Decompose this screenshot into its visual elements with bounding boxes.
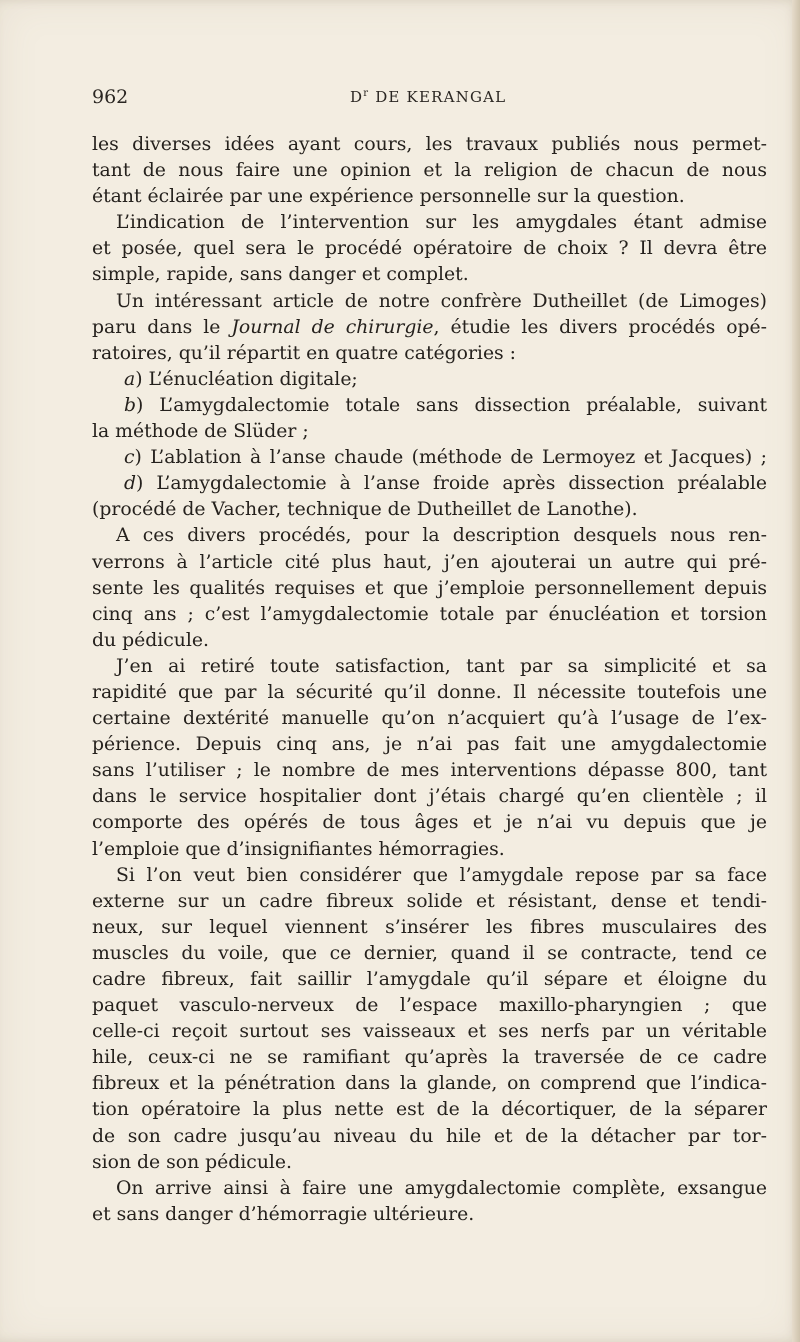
- text-line: [92, 184, 767, 210]
- text-line: [92, 158, 767, 184]
- text-segment: et posée, quel sera le procédé opératoire de choix ? Il devra être: [92, 238, 767, 260]
- text-segment: étant éclairée par une expérience personnelle sur la question.: [92, 186, 685, 208]
- text-segment: certaine dextérité manuelle qu’on n’acquiert qu’à l’usage de l’ex-: [92, 708, 767, 730]
- text-line: [92, 497, 767, 523]
- text-segment: neux, sur lequel viennent s’insérer les fibres musculaires des: [92, 916, 767, 938]
- text-segment: celle-ci reçoit surtout ses vaisseaux et ses nerfs par un véritable: [92, 1021, 767, 1043]
- italic-text: Journal de chirurgie: [231, 316, 434, 338]
- text-segment: ) L’amygdalectomie à l’anse froide après dissection préalable: [136, 473, 767, 495]
- text-line: [92, 680, 767, 706]
- text-line: [92, 941, 767, 967]
- body-text: [92, 132, 767, 1228]
- running-head: [350, 88, 506, 106]
- text-line: [92, 1202, 767, 1228]
- text-line: [92, 393, 767, 419]
- text-line: [92, 315, 767, 341]
- text-segment: du pédicule.: [92, 629, 209, 651]
- text-line: [92, 1071, 767, 1097]
- text-line: [92, 628, 767, 654]
- text-segment: (procédé de Vacher, technique de Dutheillet de Lanothe).: [92, 499, 638, 521]
- text-segment: périence. Depuis cinq ans, je n’ai pas fait une amygdalectomie: [92, 734, 767, 756]
- text-segment: ) L’énucléation digitale;: [135, 368, 358, 390]
- text-segment: tion opératoire la plus nette est de la décortiquer, de la séparer: [92, 1099, 767, 1121]
- author-title-sup: r: [363, 88, 370, 99]
- text-line: [92, 810, 767, 836]
- text-segment: fibreux et la pénétration dans la glande, on comprend que l’indica-: [92, 1073, 767, 1095]
- text-line: [92, 993, 767, 1019]
- text-line: [92, 915, 767, 941]
- text-segment: hile, ceux-ci ne se ramifiant qu’après la traversée de ce cadre: [92, 1047, 767, 1069]
- text-line: [92, 262, 767, 288]
- text-segment: de son cadre jusqu’au niveau du hile et de la détacher par tor-: [92, 1125, 767, 1147]
- text-segment: ratoires, qu’il répartit en quatre catégories :: [92, 342, 516, 364]
- italic-text: c: [124, 447, 135, 469]
- text-segment: comporte des opérés de tous âges et je n’ai vu depuis que je: [92, 812, 767, 834]
- text-segment: l’emploie que d’insignifiantes hémorragies.: [92, 838, 505, 860]
- italic-text: a: [124, 368, 136, 390]
- text-segment: muscles du voile, que ce dernier, quand il se contracte, tend ce: [92, 942, 767, 964]
- text-segment: rapidité que par la sécurité qu’il donne. Il nécessite toutefois une: [92, 681, 767, 703]
- text-line: [92, 1124, 767, 1150]
- text-segment: la méthode de Slüder ;: [92, 421, 309, 443]
- text-segment: paru dans le: [92, 316, 232, 338]
- text-segment: , étudie les divers procédés opé-: [433, 316, 767, 338]
- text-line: [92, 654, 767, 680]
- text-segment: L’indication de l’intervention sur les amygdales étant admise: [116, 212, 767, 234]
- text-segment: verrons à l’article cité plus haut, j’en ajouterai un autre qui pré-: [92, 551, 767, 573]
- page-header: [92, 86, 742, 116]
- text-segment: ) L’amygdalectomie totale sans dissection préalable, suivant: [136, 394, 767, 416]
- text-segment: simple, rapide, sans danger et complet.: [92, 264, 469, 286]
- text-line: [92, 602, 767, 628]
- text-segment: sente les qualités requises et que j’emploie personnellement depuis: [92, 577, 767, 599]
- page-edge: [792, 0, 800, 1342]
- text-segment: cinq ans ; c’est l’amygdalectomie totale par énucléation et torsion: [92, 603, 767, 625]
- text-segment: ) L’ablation à l’anse chaude (méthode de Lermoyez et Jacques) ;: [134, 447, 767, 469]
- text-segment: tant de nous faire une opinion et la religion de chacun de nous: [92, 160, 767, 182]
- text-segment: dans le service hospitalier dont j’étais chargé qu’en clientèle ; il: [92, 786, 767, 808]
- text-segment: Un intéressant article de notre confrère Dutheillet (de Limoges): [116, 290, 767, 312]
- text-line: [92, 1019, 767, 1045]
- text-line: [92, 523, 767, 549]
- text-line: [92, 341, 767, 367]
- italic-text: b: [124, 394, 137, 416]
- page-number: 962: [92, 86, 129, 108]
- text-line: [92, 132, 767, 158]
- text-segment: A ces divers procédés, pour la description desquels nous ren-: [116, 525, 767, 547]
- text-line: [92, 419, 767, 445]
- text-segment: les diverses idées ayant cours, les travaux publiés nous permet-: [92, 134, 767, 155]
- text-line: [92, 706, 767, 732]
- text-line: [92, 550, 767, 576]
- text-segment: sans l’utiliser ; le nombre de mes interventions dépasse 800, tant: [92, 760, 767, 782]
- text-segment: et sans danger d’hémorragie ultérieure.: [92, 1203, 475, 1225]
- author-prefix: D: [350, 88, 364, 106]
- text-line: [92, 837, 767, 863]
- text-line: [92, 289, 767, 315]
- author-name: DE KERANGAL: [375, 88, 507, 106]
- text-line: [92, 863, 767, 889]
- text-line: [92, 1097, 767, 1123]
- text-segment: J’en ai retiré toute satisfaction, tant par sa simplicité et sa: [116, 655, 767, 677]
- text-segment: cadre fibreux, fait saillir l’amygdale qu’il sépare et éloigne du: [92, 969, 767, 990]
- text-line: [92, 1045, 767, 1071]
- text-line: [92, 445, 767, 471]
- text-line: [92, 367, 767, 393]
- text-line: [92, 784, 767, 810]
- text-line: [92, 889, 767, 915]
- text-segment: externe sur un cadre fibreux solide et résistant, dense et tendi-: [92, 890, 767, 912]
- text-line: [92, 732, 767, 758]
- text-line: [92, 471, 767, 497]
- italic-text: d: [124, 473, 137, 495]
- text-segment: On arrive ainsi à faire une amygdalectomie complète, exsangue: [116, 1177, 767, 1199]
- text-segment: Si l’on veut bien considérer que l’amygdale repose par sa face: [116, 864, 767, 886]
- text-line: [92, 576, 767, 602]
- text-line: [92, 210, 767, 236]
- text-segment: paquet vasculo-nerveux de l’espace maxillo-pharyngien ; que: [92, 995, 767, 1017]
- text-line: [92, 1176, 767, 1202]
- text-line: [92, 236, 767, 262]
- text-line: [92, 758, 767, 784]
- text-segment: sion de son pédicule.: [92, 1151, 293, 1173]
- text-line: [92, 1150, 767, 1176]
- text-line: [92, 967, 767, 993]
